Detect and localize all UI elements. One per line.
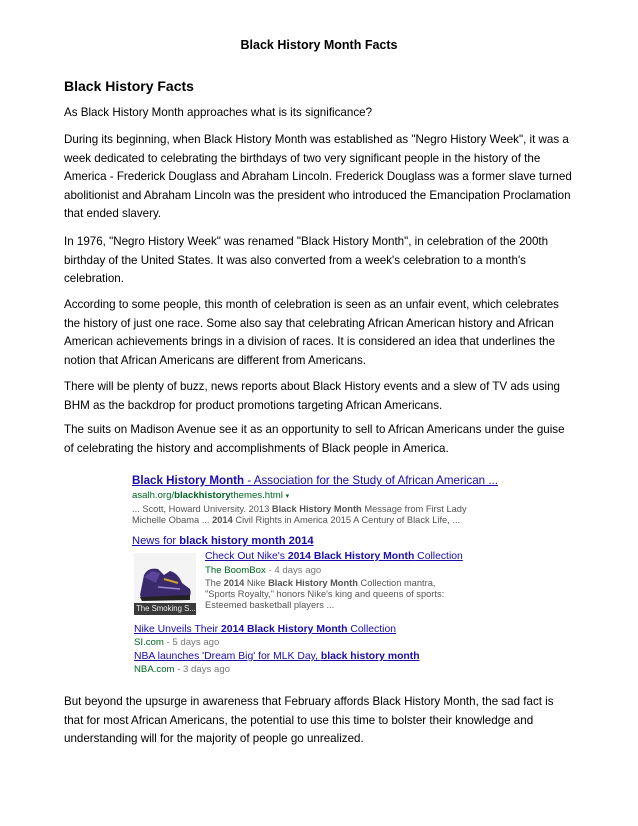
paragraph-conclusion: But beyond the upsurge in awareness that February affords Black History Month, the sad fact is that for most African Americans, the potential to use this time to bolster their knowledge and understanding will for the majority of people go unrealized.	[64, 695, 554, 746]
news-title-link[interactable]: Nike Unveils Their 2014 Black History Month Collection	[134, 624, 396, 635]
news-source: NBA.com - 3 days ago	[134, 664, 230, 675]
paragraph-buzz: There will be plenty of buzz, news reports about Black History events and a slew of TV ads using BHM as the backdrop for product promotions targeting African Americans.	[64, 380, 560, 412]
search-results-screenshot	[120, 471, 498, 683]
paragraph-criticism: According to some people, this month of celebration is seen as an unfair event, which celebrates the history of just one race. Some also say that celebrating African American history and African American achievements brings in a division of races. It is considered an idea that underlines the notion that African Americans are different from Americans.	[64, 298, 559, 367]
paragraph-1976: In 1976, "Negro History Week" was renamed "Black History Month", in celebration of the 200th birthday of the United States. It was also converted from a week's celebration to a month's celebration.	[64, 235, 549, 286]
news-source: SI.com - 5 days ago	[134, 637, 220, 648]
section-heading: Black History Facts	[64, 78, 194, 94]
news-header-link[interactable]: News for black history month 2014	[132, 535, 314, 547]
document-title: Black History Month Facts	[240, 38, 398, 52]
paragraph-origin: During its beginning, when Black History Month was established as "Negro History Week", it was a week dedicated to celebrating the birthdays of two very significant people in the history of the America - Frederick Douglass and Abraham Lincoln. Frederick Douglass was a former slave turned abolitionist and Abraham Lincoln was the president who introduced the Emancipation Proclamation that ended slavery.	[64, 133, 572, 221]
news-source: The BoomBox - 4 days ago	[205, 565, 322, 576]
news-title-link[interactable]: Check Out Nike's 2014 Black History Month Collection	[205, 551, 463, 562]
news-title-link[interactable]: NBA launches 'Dream Big' for MLK Day, black history month	[134, 651, 420, 662]
paragraph-madison-avenue: The suits on Madison Avenue see it as an opportunity to sell to African Americans under the guise of celebrating the history and accomplishments of Black people in America.	[64, 423, 565, 455]
dropdown-arrow-icon[interactable]: ▾	[285, 493, 290, 500]
thumbnail-caption: The Smoking S...	[136, 604, 196, 613]
result-title-link[interactable]: Black History Month - Association for the Study of African American ...	[132, 474, 498, 487]
result-snippet: ... Scott, Howard University. 2013 Black History Month Message from First Lady Michelle Obama ... 2014 Civil Rights in America 2015 A Century of Black Life, ...	[132, 504, 467, 526]
result-url: asalh.org/blackhistorythemes.html ▾	[132, 490, 290, 501]
paragraph-intro: As Black History Month approaches what is its significance?	[64, 106, 373, 119]
news-snippet: The 2014 Nike Black History Month Collection mantra, "Sports Royalty," honors Nike's king and queens of sports: Esteemed basketball players ...	[205, 578, 445, 610]
news-thumbnail[interactable]	[134, 553, 196, 615]
